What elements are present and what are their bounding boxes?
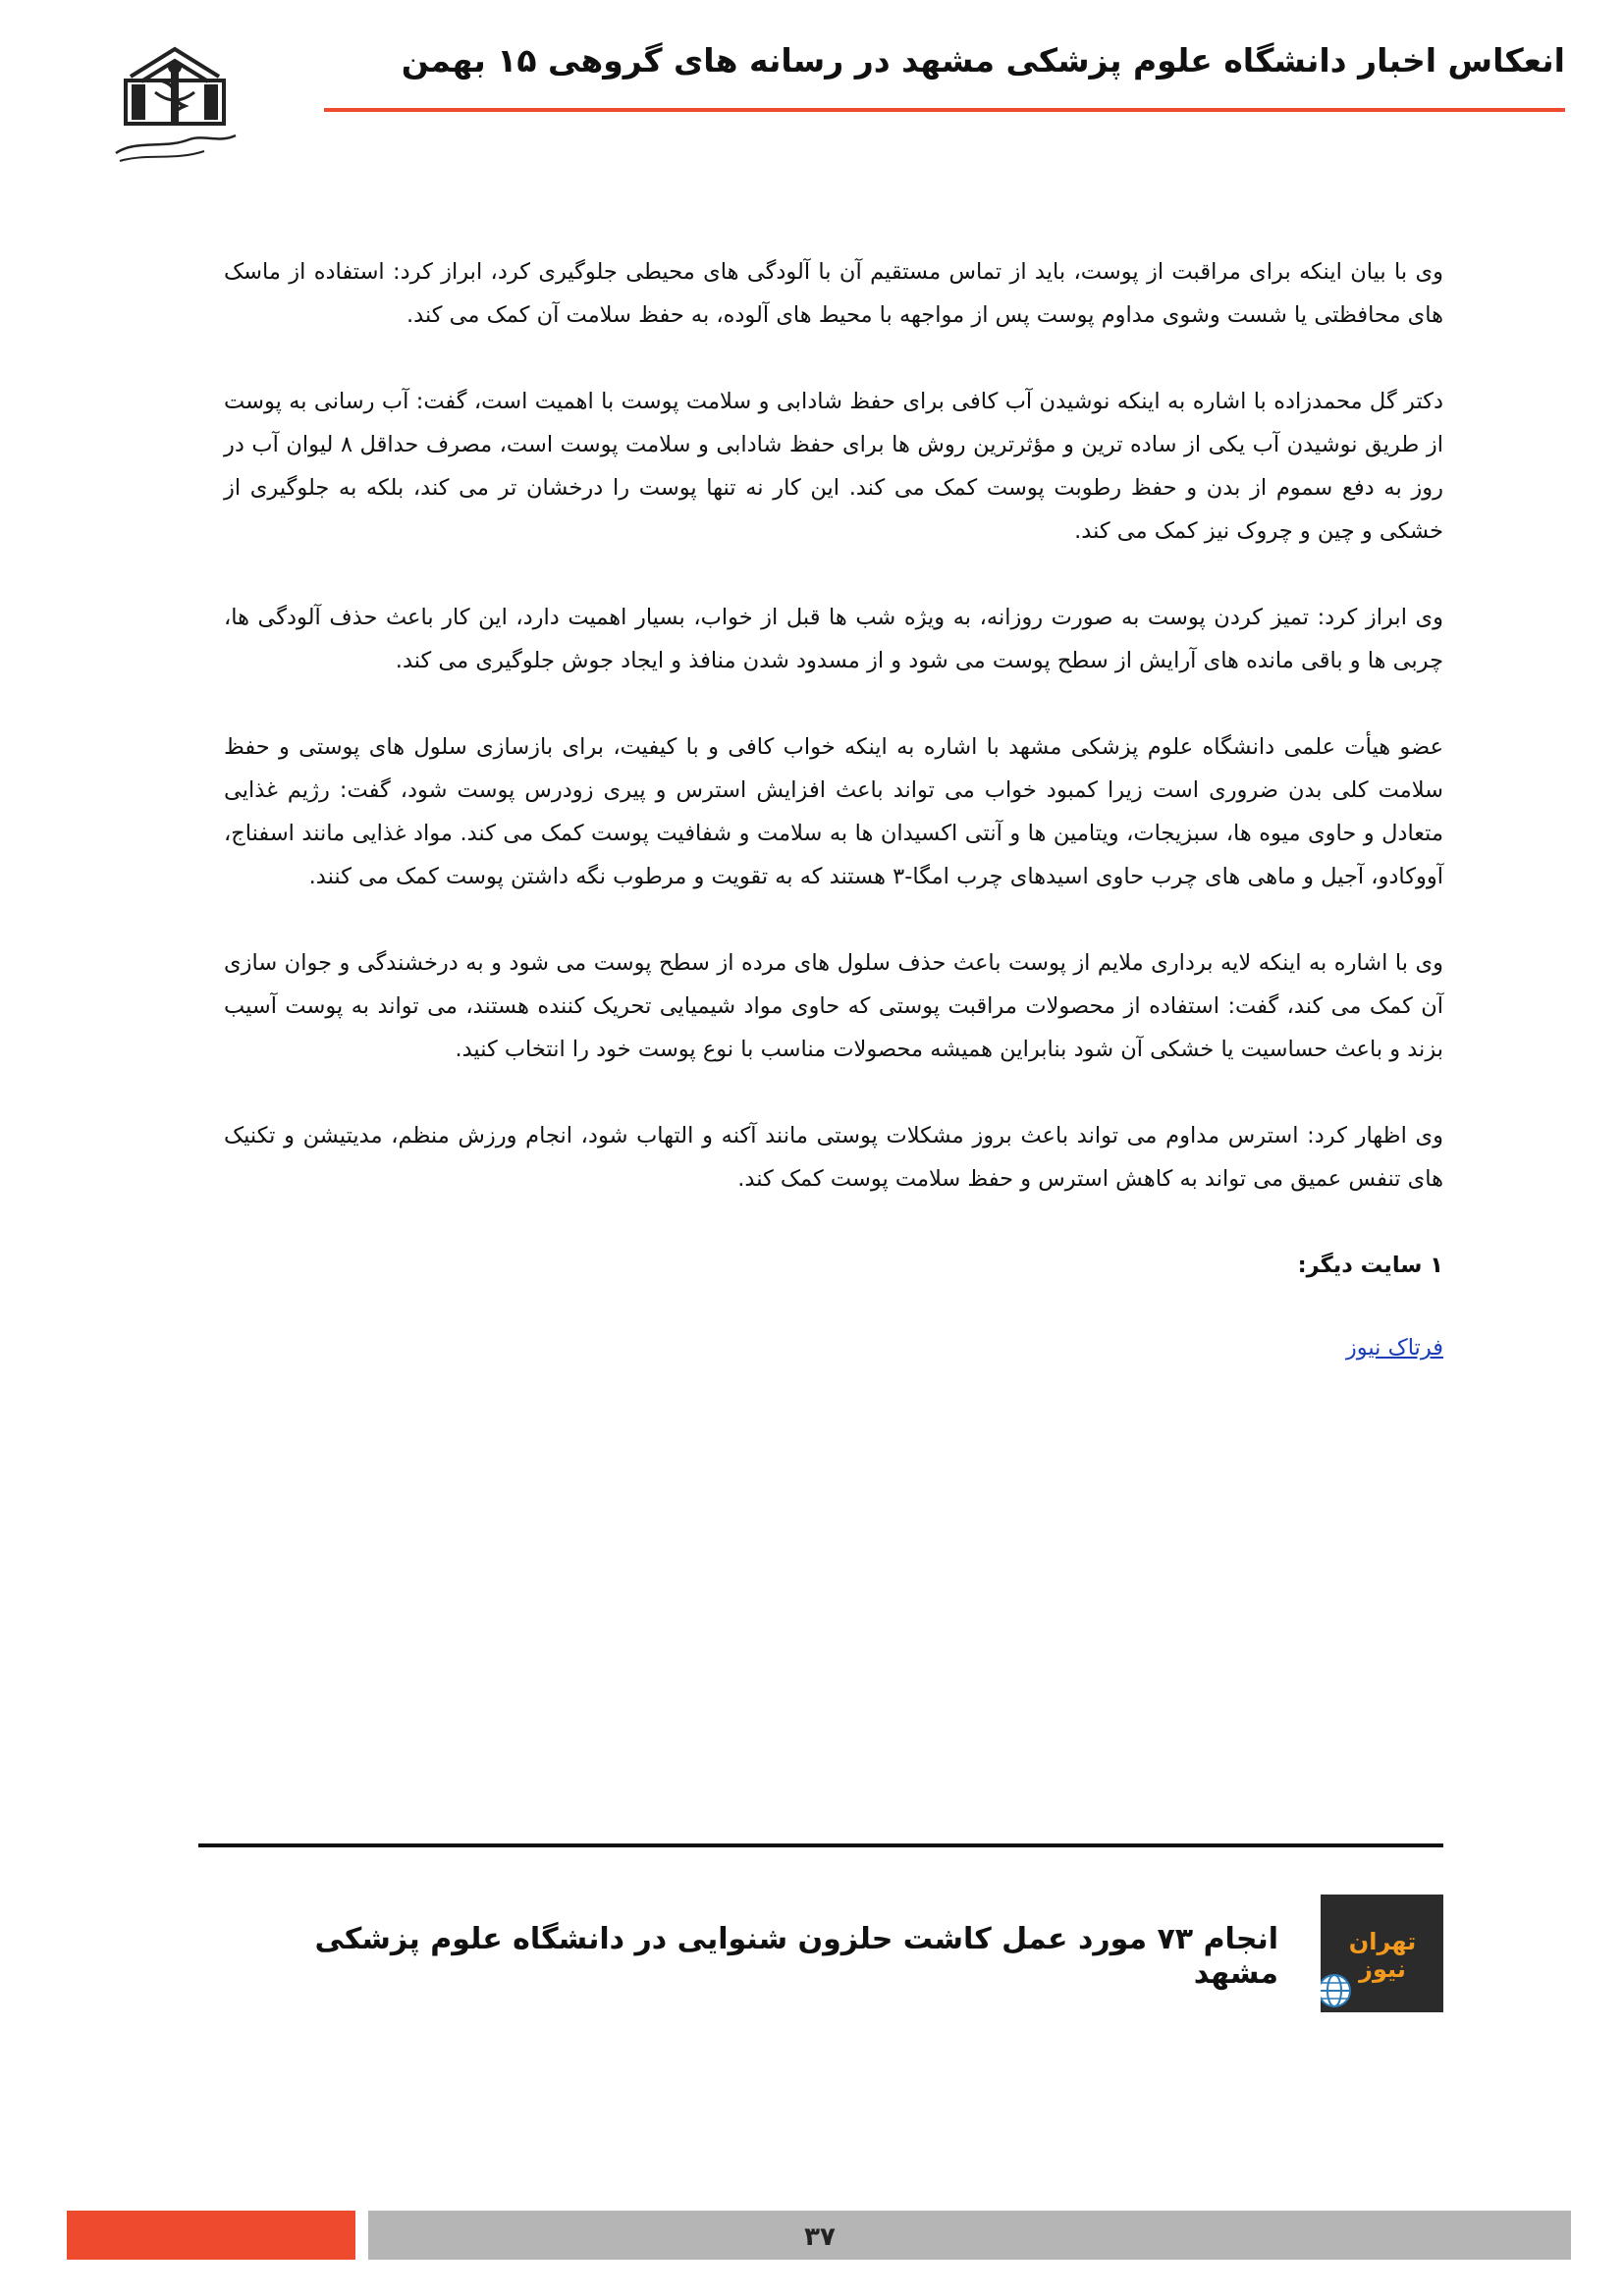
university-seal-icon	[106, 37, 244, 170]
other-site-link-row	[224, 1326, 1443, 1369]
article-paragraph: عضو هیأت علمی دانشگاه علوم پزشکی مشهد با اشاره به اینکه خواب کافی و با کیفیت، برای بازسازی سلول های پوستی و حفظ سلامت کلی بدن ضروری است زیرا کمبود خواب می تواند باعث افزایش استرس و پیری زودرس پوست شود، گفت: رژیم غذایی متعادل و حاوی میوه ها، سبزیجات، ویتامین ها و آنتی اکسیدان ها به سلامت و شفافیت پوست کمک می کند. مواد غذایی مانند اسفناج، آووکادو، آجیل و ماهی های چرب حاوی اسیدهای چرب امگا-۳ هستند که به تقویت و مرطوب نگه داشتن پوست کمک می کنند.	[224, 734, 1443, 889]
footer-accent-bar	[67, 2211, 355, 2260]
page-number: ۳۷	[804, 2222, 836, 2252]
source-logo-text: تهران نیوز	[1348, 1928, 1417, 1983]
other-sites-label: ۱ سایت دیگر:	[1297, 1253, 1443, 1278]
article-paragraph: وی با بیان اینکه برای مراقبت از پوست، باید از تماس مستقیم آن با آلودگی های محیطی جلوگیری کرد، ابراز کرد: استفاده از ماسک های محافظتی یا شست وشوی مداوم پوست پس از مواجهه با محیط های آلوده، به حفظ سلامت آن کمک می کند.	[224, 259, 1443, 328]
article-paragraph: وی ابراز کرد: تمیز کردن پوست به صورت روزانه، به ویژه شب ها قبل از خواب، بسیار اهمیت دارد، این کار باعث حذف آلودگی ها، چربی ها و باقی مانده های آرایش از سطح پوست می شود و از مسدود شدن منافذ و ایجاد جوش جلوگیری می کند.	[224, 605, 1443, 673]
other-site-link[interactable]: فرتاک نیوز	[1345, 1335, 1443, 1361]
article-paragraph: وی اظهار کرد: استرس مداوم می تواند باعث بروز مشکلات پوستی مانند آکنه و التهاب شود، انجام ورزش منظم، مدیتیشن و تکنیک های تنفس عمیق می تواند به کاهش استرس و حفظ سلامت پوست کمک کند.	[224, 1123, 1443, 1192]
next-news-title[interactable]: انجام ۷۳ مورد عمل کاشت حلزون شنوایی در دانشگاه علوم پزشکی مشهد	[314, 1922, 1278, 1991]
footer-bar	[368, 2211, 1571, 2260]
source-logo	[1321, 1895, 1443, 2012]
article-body	[224, 250, 1443, 1413]
page-header-title: انعکاس اخبار دانشگاه علوم پزشکی مشهد در رسانه های گروهی ۱۵ بهمن	[401, 41, 1565, 80]
globe-icon	[1321, 1971, 1354, 2010]
header-divider	[324, 108, 1565, 112]
article-paragraph: وی با اشاره به اینکه لایه برداری ملایم از پوست باعث حذف سلول های مرده از سطح پوست می شود و به درخشندگی و جوان سازی آن کمک می کند، گفت: استفاده از محصولات مراقبت پوستی که حاوی مواد شیمیایی تحریک کننده هستند، می تواند به پوست آسیب بزند و باعث حساسیت یا خشکی آن شود بنابراین همیشه محصولات مناسب با نوع پوست خود را انتخاب کنید.	[224, 950, 1443, 1062]
section-divider	[198, 1843, 1443, 1847]
article-paragraph: دکتر گل محمدزاده با اشاره به اینکه نوشیدن آب کافی برای حفظ شادابی و سلامت پوست با اهمیت است، گفت: آب رسانی به پوست از طریق نوشیدن آب یکی از ساده ترین و مؤثرترین روش ها برای حفظ شادابی و سلامت پوست است، مصرف حداقل ۸ لیوان آب در روز به دفع سموم از بدن و حفظ رطوبت پوست کمک می کند. این کار نه تنها پوست را درخشان تر می کند، بلکه به جلوگیری از خشکی و چین و چروک نیز کمک می کند.	[224, 389, 1443, 544]
next-news-item[interactable]	[226, 1895, 1443, 2017]
